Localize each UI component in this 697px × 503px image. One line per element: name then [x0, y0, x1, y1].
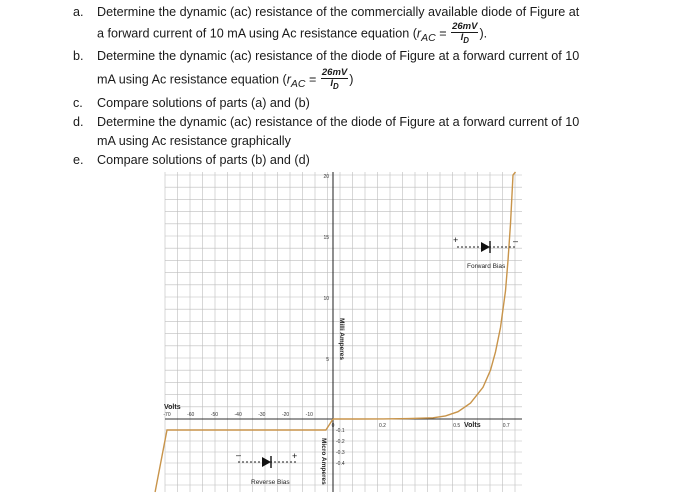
frac-den: I [460, 32, 464, 43]
y-tick-label: 15 [323, 235, 329, 241]
question-line: mA using Ac resistance graphically [97, 134, 291, 148]
question-line: Compare solutions of parts (a) and (b) [97, 96, 310, 110]
y-tick-label: -0.2 [336, 439, 345, 445]
x-tick-label: 0.5 [453, 423, 461, 429]
chart-ticks [163, 174, 510, 467]
question-letter: e. [73, 153, 84, 167]
frac-num: 26mV [452, 21, 478, 32]
frac-den: I [330, 78, 334, 89]
plus-sign: + [453, 235, 459, 245]
x-tick-label: 0.7 [502, 423, 510, 429]
question-line: mA using Ac resistance equation ( [97, 72, 287, 87]
eq-sub: AC [421, 31, 436, 44]
eq-equals: = [305, 72, 320, 87]
eq-var: r [416, 26, 422, 41]
question-line-end: ). [479, 26, 488, 41]
diode-triangle-icon [262, 457, 271, 467]
y-tick-label: 20 [323, 174, 329, 180]
reverse-bias-label: Reverse Bias [251, 479, 290, 486]
y-axis-lower-label: Micro Amperes [320, 438, 327, 485]
y-tick-label: -0.1 [336, 428, 345, 434]
eq-var: r [286, 72, 291, 87]
question-line-end: ) [349, 72, 354, 87]
eq-equals: = [435, 26, 451, 41]
y-axis-upper-label: Milli Amperes [338, 318, 345, 361]
x-tick-label: -10 [305, 412, 313, 418]
x-tick-label: 0 [331, 423, 335, 429]
frac-num: 26mV [321, 67, 348, 78]
minus-sign: – [236, 450, 242, 460]
x-tick-label: -60 [187, 412, 195, 418]
frac-den-sub: D [333, 81, 339, 91]
question-letter: a. [73, 5, 84, 19]
reverse-bias-curve [155, 419, 333, 492]
minus-sign: – [513, 236, 519, 246]
x-tick-label: 0.2 [379, 423, 386, 429]
x-axis-pos-label: Volts [464, 422, 481, 429]
y-tick-label: 10 [323, 296, 329, 302]
frac-den-sub: D [463, 35, 469, 45]
x-tick-label: -30 [258, 412, 266, 418]
x-tick-label: -40 [234, 412, 242, 418]
forward-bias-curve [333, 172, 519, 419]
diode-triangle-icon [481, 242, 490, 252]
x-tick-label: -50 [210, 412, 219, 418]
x-axis-neg-label: Volts [164, 404, 181, 411]
eq-sub: AC [290, 77, 306, 90]
reverse-bias-symbol [236, 450, 297, 468]
question-letter: d. [73, 115, 84, 129]
question-line: Determine the dynamic (ac) resistance of the diode of Figure at a forward current of 10 [97, 115, 580, 129]
x-tick-label: -20 [281, 412, 290, 418]
y-tick-label: -0.4 [336, 461, 345, 467]
y-tick-label: 5 [326, 357, 329, 363]
plus-sign: + [292, 451, 298, 461]
question-letter: c. [73, 96, 83, 110]
question-letter: b. [73, 49, 84, 63]
question-line: Compare solutions of parts (b) and (d) [97, 153, 310, 167]
y-tick-label: -0.3 [336, 450, 345, 456]
x-tick-label: -70 [163, 412, 171, 418]
question-line: a forward current of 10 mA using Ac resistance equation ( [97, 26, 417, 41]
forward-bias-label: Forward Bias [467, 263, 506, 270]
question-line: Determine the dynamic (ac) resistance of the commercially available diode of Figure at [97, 5, 580, 19]
question-line: Determine the dynamic (ac) resistance of the diode of Figure at a forward current of 10 [97, 49, 580, 63]
